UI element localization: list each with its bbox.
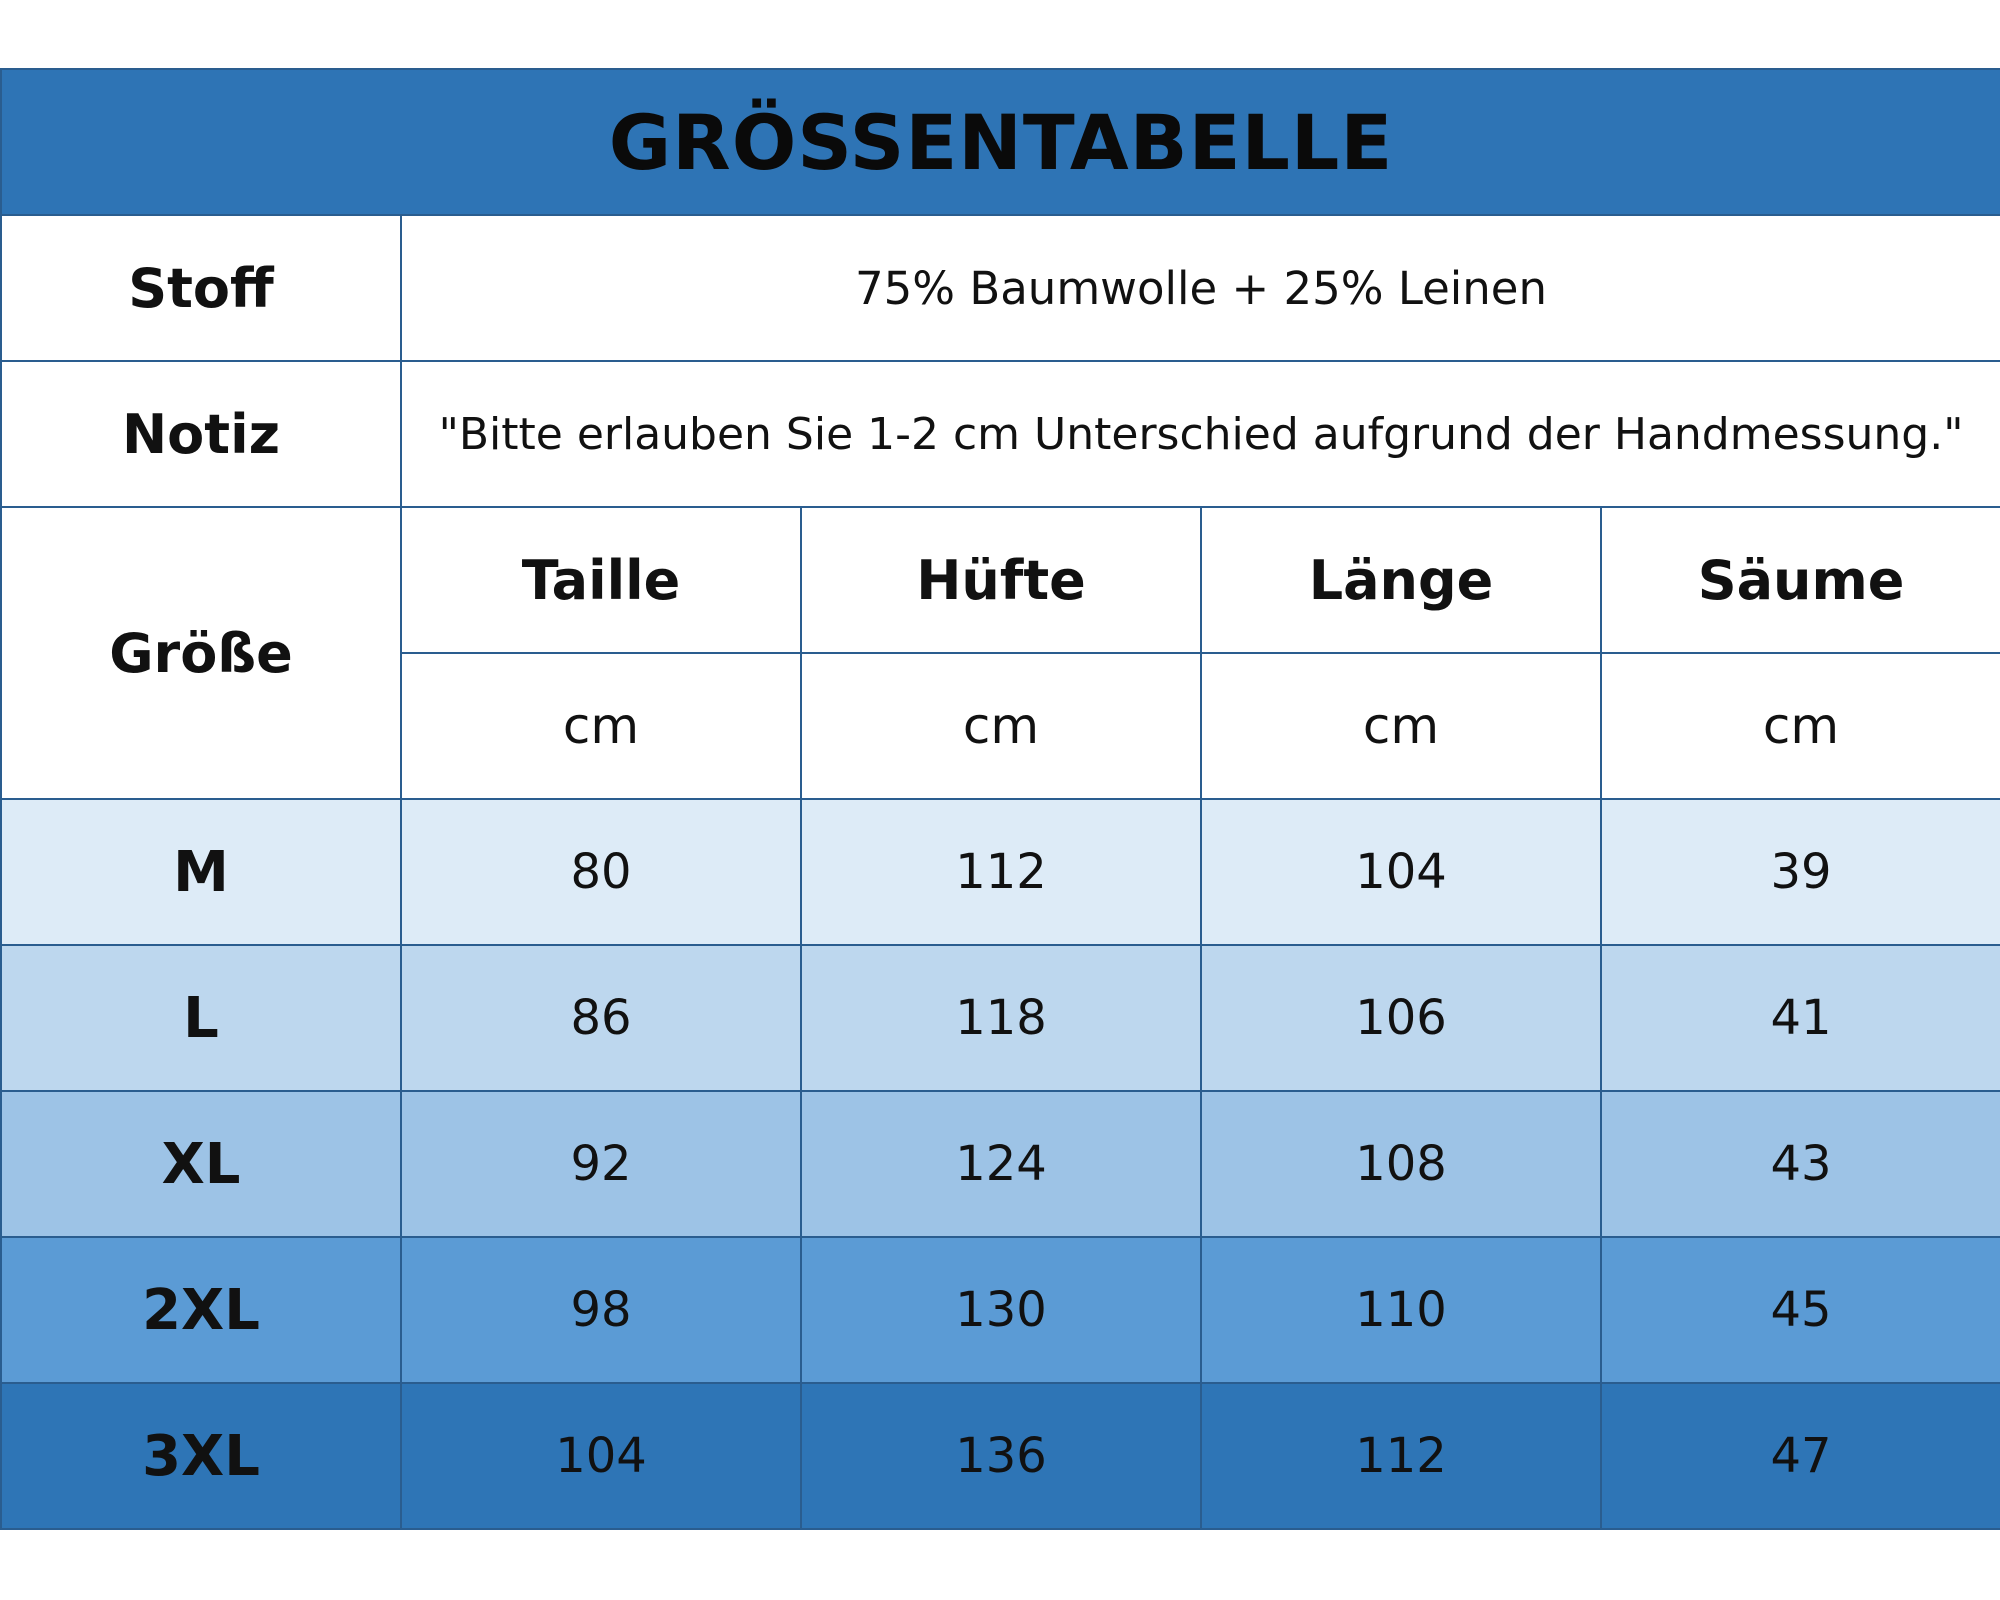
note-row <box>1 361 2000 507</box>
waist-value: 92 <box>401 1091 801 1237</box>
note-label: Notiz <box>1 361 401 507</box>
unit-hip: cm <box>801 653 1201 799</box>
hip-value: 112 <box>801 799 1201 945</box>
header-hem: Säume <box>1601 507 2000 653</box>
fabric-value: 75% Baumwolle + 25% Leinen <box>401 215 2000 361</box>
length-value: 108 <box>1201 1091 1601 1237</box>
length-value: 104 <box>1201 799 1601 945</box>
waist-value: 104 <box>401 1383 801 1529</box>
header-waist: Taille <box>401 507 801 653</box>
table-row <box>1 945 2000 1091</box>
unit-waist: cm <box>401 653 801 799</box>
hip-value: 118 <box>801 945 1201 1091</box>
hem-value: 41 <box>1601 945 2000 1091</box>
size-label: XL <box>1 1091 401 1237</box>
size-chart <box>0 68 2000 1530</box>
hem-value: 47 <box>1601 1383 2000 1529</box>
hip-value: 136 <box>801 1383 1201 1529</box>
length-value: 106 <box>1201 945 1601 1091</box>
unit-hem: cm <box>1601 653 2000 799</box>
title-row <box>1 69 2000 215</box>
waist-value: 98 <box>401 1237 801 1383</box>
fabric-row <box>1 215 2000 361</box>
unit-length: cm <box>1201 653 1601 799</box>
header-length: Länge <box>1201 507 1601 653</box>
fabric-label: Stoff <box>1 215 401 361</box>
size-header: Größe <box>1 507 401 799</box>
size-table <box>0 68 2000 1530</box>
size-label: 2XL <box>1 1237 401 1383</box>
size-label: 3XL <box>1 1383 401 1529</box>
column-header-row <box>1 507 2000 653</box>
hip-value: 124 <box>801 1091 1201 1237</box>
hem-value: 43 <box>1601 1091 2000 1237</box>
table-row <box>1 1383 2000 1529</box>
note-value: "Bitte erlauben Sie 1-2 cm Unterschied aufgrund der Handmessung." <box>401 361 2000 507</box>
length-value: 112 <box>1201 1383 1601 1529</box>
table-row <box>1 1237 2000 1383</box>
table-row <box>1 1091 2000 1237</box>
waist-value: 80 <box>401 799 801 945</box>
table-row <box>1 799 2000 945</box>
header-hip: Hüfte <box>801 507 1201 653</box>
hem-value: 45 <box>1601 1237 2000 1383</box>
size-label: M <box>1 799 401 945</box>
hip-value: 130 <box>801 1237 1201 1383</box>
length-value: 110 <box>1201 1237 1601 1383</box>
table-title: GRÖSSENTABELLE <box>1 69 2000 215</box>
hem-value: 39 <box>1601 799 2000 945</box>
size-label: L <box>1 945 401 1091</box>
waist-value: 86 <box>401 945 801 1091</box>
